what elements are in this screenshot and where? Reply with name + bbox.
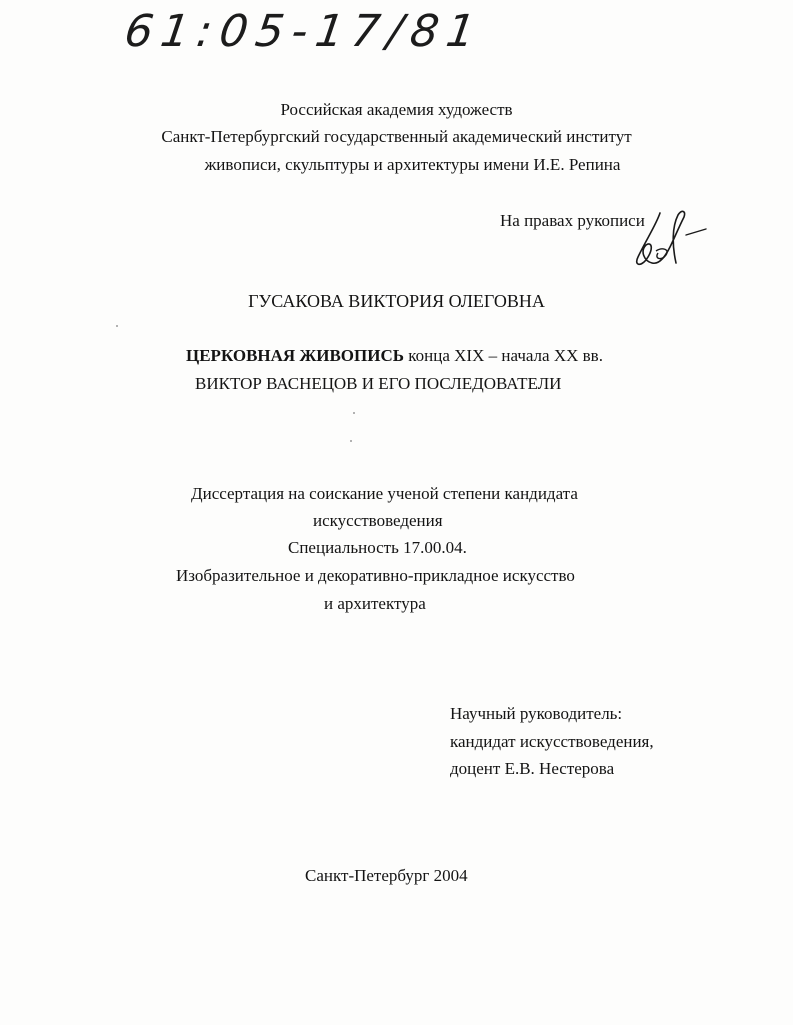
dissertation-line-1: Диссертация на соискание ученой степени кандидата bbox=[191, 484, 578, 503]
scan-speck bbox=[353, 412, 355, 414]
place-and-year: Санкт-Петербург 2004 bbox=[305, 866, 468, 885]
dissertation-line-2: искусствоведения bbox=[313, 511, 443, 530]
supervisor-label: Научный руководитель: bbox=[450, 704, 623, 723]
thesis-title-main: ЦЕРКОВНАЯ ЖИВОПИСЬ bbox=[186, 346, 404, 365]
author-name: ГУСАКОВА ВИКТОРИЯ ОЛЕГОВНА bbox=[248, 291, 545, 311]
thesis-title-line-1 bbox=[186, 346, 603, 366]
specialty-name-line-1: Изобразительное и декоративно-прикладное искусство bbox=[176, 566, 575, 585]
specialty-code: Специальность 17.00.04. bbox=[288, 538, 467, 557]
thesis-title-line-2: ВИКТОР ВАСНЕЦОВ И ЕГО ПОСЛЕДОВАТЕЛИ bbox=[195, 374, 562, 393]
institution-line-1: Российская академия художеств bbox=[280, 100, 513, 119]
institution-line-3: живописи, скульптуры и архитектуры имени И.Е. Репина bbox=[204, 155, 621, 174]
thesis-title-period: конца XIX – начала XX вв. bbox=[404, 346, 603, 365]
scan-speck bbox=[350, 440, 352, 442]
supervisor-name: доцент Е.В. Нестерова bbox=[450, 759, 615, 778]
handwritten-archive-code: 61:05-17/81 bbox=[121, 6, 487, 57]
specialty-name-line-2: и архитектура bbox=[324, 594, 426, 613]
scan-speck bbox=[116, 325, 118, 327]
supervisor-degree: кандидат искусствоведения, bbox=[450, 732, 654, 751]
signature bbox=[626, 205, 708, 275]
manuscript-rights: На правах рукописи bbox=[500, 211, 645, 230]
institution-line-2: Санкт-Петербургский государственный академический институт bbox=[161, 127, 632, 146]
